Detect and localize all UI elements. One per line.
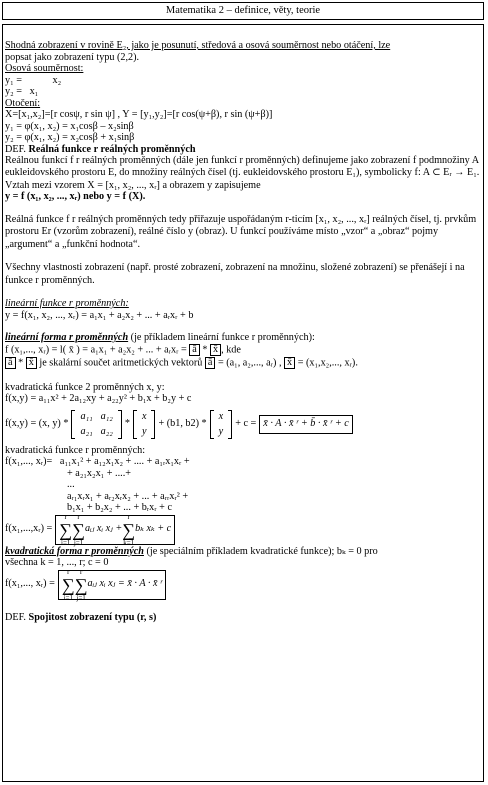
def2-heading: DEF. Spojitost zobrazení typu (r, s) (5, 611, 157, 623)
def1-formula: y = f (x₁, x₂, ..., xᵣ) nebo y = f (X). (5, 191, 146, 203)
osova-y1: y₁ = x₂ (5, 74, 62, 86)
def2-title: Spojitost zobrazení typu (r, s) (28, 611, 157, 623)
linear-form-note: (je příkladem lineární funkce r proměnných): (128, 332, 315, 344)
def1-vztah: Vztah mezi vzorem X = [x₁, x₂, ..., xᵣ] a obrazem y zapisujeme (5, 179, 261, 191)
linear-form-heading (5, 332, 481, 344)
quadratic-form-title: kvadratická forma r proměnných (5, 545, 144, 557)
page-header (2, 2, 484, 20)
otoceni-y2: y₂ = φ(x₁, x₂) = x₂cosβ + x₁sinβ (5, 132, 135, 143)
linear-function-heading: lineární funkce r proměnných: (5, 298, 129, 310)
def1-paragraph2: Reálná funkce f r reálných proměnných tedy přiřazuje uspořádaným r-ticím [x₁, x₂, ..., xᵣ] reálných čísel, tj. prvkům prostoru Er (vzorům zobrazení), reálné číslo y (obraz). U funkcí používáme místo „vzor“ a „obraz“ pojmy „argument“ a „funkční hodnota“. (5, 213, 477, 250)
osova-y2: y₂ = x₁ (5, 86, 39, 97)
def1-paragraph1: Reálnou funkcí f r reálných proměnných (dále jen funkcí r proměnných) definujeme jako zobrazení f podmnožiny A eukleidovského prostoru E, do množiny reálných čísel (tj. eukleidovského prostoru E₁), symbolicky f: A ⊂ Eᵣ → E₁. (5, 155, 480, 179)
quadratic-2-eq1: f(x,y) = a₁₁x² + 2a₁₂xy + a₂₂y² + b₁x + b₂y + c (5, 393, 192, 405)
def1-heading (5, 144, 481, 156)
quadratic-r-line1: f(x₁,..., xᵣ)= a₁₁x₁² + a₁₂x₁x₂ + .... + a₁ᵣx₁xᵣ + (5, 456, 190, 468)
shodna-zobrazeni-text: Shodná zobrazení v rovině E₂, jako je posunutí, středová a osová souměrnost nebo otáčení, lze (5, 40, 391, 51)
linear-form-expl: ā * x̄ je skalární součet aritmetických vektorů ā = (a₁, a₂,..., aᵣ) , x̄ = (x₁,x₂,..., xᵣ). (5, 357, 481, 371)
matrix-form-box: x̄ · A · x̄ ʳ + b̄ · x̄ ʳ + c (259, 415, 353, 433)
quadratic-form-note2: všechna k = 1, ..., r; c = 0 (5, 557, 109, 569)
otoceni-heading: Otočení: (5, 97, 41, 109)
otoceni-y1: y₁ = φ(x₁, x₂) = x₁cosβ – x₂sinβ (5, 120, 134, 132)
quadratic-r-heading: kvadratická funkce r proměnných: (5, 444, 146, 456)
quadratic-sum-formula: f(x₁,...,xᵣ) = r ∑ i=1 r ∑ j=1 aᵢⱼ xᵢ xⱼ + r ∑ k=1 bₖ xₖ + c (5, 514, 481, 546)
quadratic-form-formula: f(x₁,..., xᵣ) = r ∑ i=1 r ∑ j=1 aᵢⱼ xᵢ xⱼ = x̄ · A · x̄ ʳ (5, 569, 481, 601)
x-vector-box: x̄ (210, 344, 221, 356)
xy-vector: x y (133, 410, 156, 439)
def1-prefix: DEF. (5, 143, 26, 155)
quadratic-r-line4: aᵣ₁xᵣx₁ + aᵣ₂xᵣx₂ + ... + aᵣᵣxᵣ² + (67, 490, 189, 502)
quadratic-2-eq2: f(x,y) = (x, y) * a₁₁ a₁₂ a₂₁ a₂₂ * x y + (b1, b2) * x y + c = x̄ · A · x̄ ʳ + b̄ · x̄ ʳ + c (5, 405, 481, 445)
def1-paragraph3: Všechny vlastnosti zobrazení (např. prosté zobrazení, zobrazení na množinu, složené zobrazení) se přenášejí i na funkce r proměnných. (5, 262, 465, 286)
document-body (5, 40, 481, 623)
quadratic-r-line3: ... (67, 479, 75, 491)
linear-form-eq: f (x₁,..., xᵣ) = l( x̄ ) = a₁x₁ + a₂x₂ + ... + aᵣxᵣ = ā * x̄ , kde (5, 343, 241, 355)
quadratic-form-heading: kvadratická forma r proměnných (je speciálním příkladem kvadratické funkce); bₖ = 0 pro (5, 545, 378, 557)
header-title: Matematika 2 – definice, věty, teorie (165, 5, 321, 16)
linear-form-title: lineární forma r proměnných (5, 332, 129, 344)
quadratic-r-line5: b₁x₁ + b₂x₂ + ... + bᵣxᵣ + c (67, 502, 172, 514)
quadratic-2-heading: kvadratická funkce 2 proměnných x, y: (5, 381, 165, 393)
otoceni-x-eq: X=[x₁,x₂]=[r cosψ, r sin ψ] , Y = [y₁,y₂]=[r cos(ψ+β), r sin (ψ+β)] (5, 109, 273, 120)
xy-vector-2: x y (210, 410, 233, 439)
sec1-line2: popsat jako zobrazení typu (2,2). (5, 51, 140, 63)
quadratic-r-line2: + a₂₁x₂x₁ + ....+ (67, 467, 131, 479)
a-vector-box: ā (189, 344, 200, 356)
coefficient-matrix: a₁₁ a₁₂ a₂₁ a₂₂ (71, 410, 121, 439)
linear-function-eq: y = f(x₁, x₂, ..., xᵣ) = a₁x₁ + a₂x₂ + ... + aᵣxᵣ + b (5, 309, 194, 321)
def1-title: Reálná funkce r reálných proměnných (28, 143, 196, 155)
osova-soumernost-heading: Osová souměrnost: (5, 63, 84, 74)
